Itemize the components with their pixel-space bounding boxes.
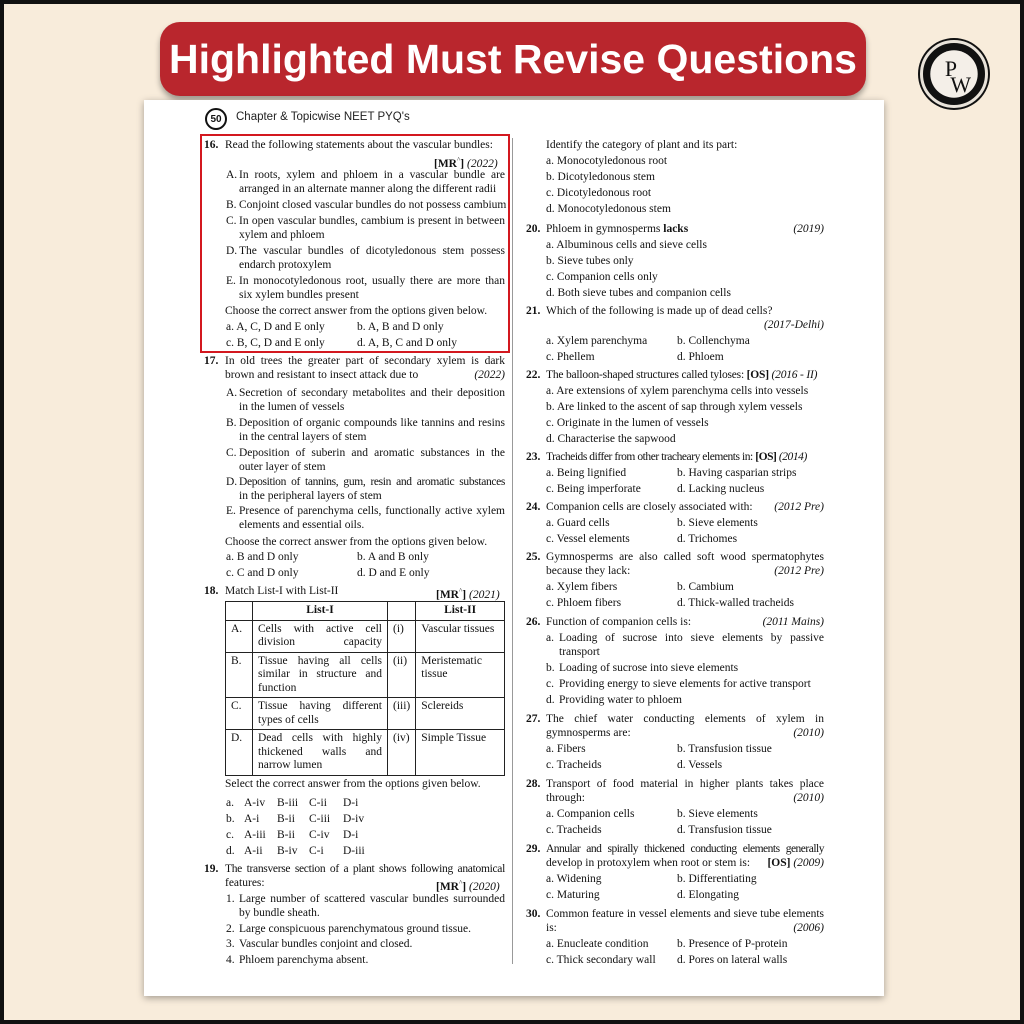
table-header-blank — [226, 602, 253, 621]
q22-option-b[interactable]: b. Are linked to the ascent of sap through xylem vessels — [546, 401, 803, 413]
table-cell: Cells with active cell division capacity — [253, 620, 388, 652]
q30-number: 30. — [526, 908, 541, 920]
q19-item-num: 1. — [226, 893, 235, 905]
q19-item: Phloem parenchyma absent. — [239, 954, 369, 966]
q17-statement: Deposition of suberin and aromatic substances in the — [239, 447, 505, 459]
q30-year: (2006) — [793, 922, 824, 934]
q18-number: 18. — [204, 585, 219, 597]
column-divider — [512, 138, 513, 964]
q21-option-b[interactable]: b. Collenchyma — [677, 335, 750, 347]
q27-number: 27. — [526, 713, 541, 725]
q20-option-a[interactable]: a. Albuminous cells and sieve cells — [546, 239, 707, 251]
q28-number: 28. — [526, 778, 541, 790]
page-number-badge: 50 — [205, 108, 227, 130]
q20-option-d[interactable]: d. Both sieve tubes and companion cells — [546, 287, 731, 299]
q20-number: 20. — [526, 223, 541, 235]
q25-year: (2012 Pre) — [774, 565, 824, 577]
q22-stem: The balloon-shaped structures called tyloses: [OS] (2016 - II) — [546, 369, 818, 381]
q20-option-b[interactable]: b. Sieve tubes only — [546, 255, 634, 267]
match-table — [225, 601, 505, 776]
q19-stem-cont: features: — [225, 877, 265, 889]
banner-title: Highlighted Must Revise Questions — [169, 35, 857, 82]
q29-option-c[interactable]: c. Maturing — [546, 889, 600, 901]
q18-stem: Match List-I with List-II — [225, 585, 339, 597]
page-banner — [160, 22, 866, 96]
q17-stem: In old trees the greater part of secondary xylem is dark — [225, 355, 505, 367]
q23-option-a[interactable]: a. Being lignified — [546, 467, 627, 479]
q19-item-num: 2. — [226, 923, 235, 935]
q29-option-b[interactable]: b. Differentiating — [677, 873, 757, 885]
q17-number: 17. — [204, 355, 219, 367]
table-cell: Tissue having different types of cells — [253, 698, 388, 730]
chapter-title: Chapter & Topicwise NEET PYQ's — [236, 111, 410, 123]
book-page: 50 Chapter & Topicwise NEET PYQ's 16. Read the following statements about the vascular bundles: [MR^] (2022) A. In roots, xylem and phloem in a vascular bundle are arranged in an alternate manner along the different radii B. Conjoint closed vascular bundles do not possess cambium C. In open vascular bundles, cambium is present in between xylem and phloem D. The vascular bundles of dicotyledonous stem possess endarch protoxylem E. In monocotyledonous root, usually there are more than six xylem bundles present Choose the correct answer from the options given below. a. A, C, D and E only b. A, B and D only c. B, C, D and E only d. A, B, C and D only 17. In old trees the greater part of secondary xylem is dark brown and resistant to insect attack due to (2022) A. Secretion of secondary metabolites and their deposition in the lumen of vessels B. Deposition of organic compounds like tannins and resins in the central layers of stem C. Deposition of suberin and aromatic substances in the outer layer of stem D. Deposition of tannins, gum, resin and aromatic substances in the peripheral layers of stem E. Presence of parenchyma cells, functionally active xylem elements and essential oils. Choose the correct answer from the options given below. a. B and D only b. A and B only c. C and D only d. D and E only 18. Match List-I with List-II [MR^] (2021) List-I List-II A. Cells with active cell division capacity (i) Vascular tissues B. Tissue having all cells similar in structure and function (ii) Meristematic tissue C. Tissue having different types of cells (iii) Sclereids D. Dead cells with highly thickened walls and narrow lumen (iv) Simple Tissue Select the correct answer from the options given below. a. A-iv B-iii C-ii D-i b. A-i B-ii C-iii D-iv c. A-iii B-ii C-iv D-i d. A-ii B-iv C-i D-iii 19. The transverse section of a plant shows following anatomical features: [MR^] (2020) 1. Large number of scattered vascular bundles surrounded by bundle sheath. 2. Large conspicuous parenchymatous ground tissue. 3. Vascular bundles conjoint and closed. 4. Phloem parenchyma absent. Identify the category of plant and its part: a. Monocotyledonous root b. Dicotyledonous stem c. Dicotyledonous root d. Monocotyledonous stem 20. Phloem in gymnosperms lacks (2019) a. Albuminous cells and sieve cells b. Sieve tubes only c. Companion cells only d. Both sieve tubes and companion cells 21. Which of the following is made up of dead cells? (2017-Delhi) a. Xylem parenchyma b. Collenchyma c. Phellem d. Phloem 22. The balloon-shaped structures called tyloses: [OS] (2016 - II) a. Are extensions of xylem parenchyma cells into vessels b. Are linked to the ascent of sap through xylem vessels c. Originate in the lumen of vessels d. Characterise the sapwood 23. Tracheids differ from other tracheary elements in: [OS] (2014) a. Being lignified b. Having casparian strips c. Being imperforate d. Lacking nucleus 24. Companion cells are closely associated with: (2012 Pre) a. Guard cells b. Sieve elements c. Vessel elements d. Trichomes 25. Gymnosperms are also called soft wood spermatophytes because they lack: (2012 Pre) a. Xylem fibers b. Cambium c. Phloem fibers d. Thick-walled tracheids 26. Function of companion cells is: (2011 Mains) a. Loading of sucrose into sieve elements by passive transport b. Loading of sucrose into sieve elements c. Providing energy to sieve elements for active transport d. Providing water to phloem 27. The chief water conducting elements of xylem in gymnosperms are: (2010) a. Fibers b. Transfusion tissue c. Tracheids d. Vessels 28. Transport of food material in higher plants takes place through: (2010) a. Companion cells b. Sieve elements c. Tracheids d. Transfusion tissue 29. Annular and spirally thickened conducting elements generally develop in protoxylem when root or stem is: [OS] (2009) a. Widening b. Differentiating c. Maturing d. Elongating 30. Common feature in vessel elements and sieve tube elements is: (2006) a. Enucleate condition b. Presence of P-protein c. Thick secondary wall d. Pores on lateral walls — [144, 100, 884, 996]
q16-statement-label: C. — [226, 215, 237, 227]
q17-statement-label: B. — [226, 417, 237, 429]
q19-item: Large number of scattered vascular bundles surrounded — [239, 893, 505, 905]
table-header-list1: List-I — [253, 602, 388, 621]
q30-option-a[interactable]: a. Enucleate condition — [546, 938, 649, 950]
q23-number: 23. — [526, 451, 541, 463]
q29-option-a[interactable]: a. Widening — [546, 873, 602, 885]
q17-statement: Deposition of tannins, gum, resin and aromatic substances — [239, 476, 505, 488]
q29-tag: [OS] (2009) — [767, 857, 824, 869]
q16-statement-cont: endarch protoxylem — [239, 259, 332, 271]
q17-statement-label: E. — [226, 505, 236, 517]
q16-instruction: Choose the correct answer from the options given below. — [225, 305, 488, 317]
q16-tag: [MR^] (2022) — [434, 156, 498, 170]
q19-item: Large conspicuous parenchymatous ground tissue. — [239, 923, 471, 935]
q20-year: (2019) — [793, 223, 824, 235]
q19-item: Vascular bundles conjoint and closed. — [239, 938, 413, 950]
q27-year: (2010) — [793, 727, 824, 739]
table-row — [226, 698, 505, 730]
q16-statement-label: A. — [226, 169, 238, 181]
q30-option-d[interactable]: d. Pores on lateral walls — [677, 954, 788, 966]
q16-statement-cont: xylem and phloem — [239, 229, 325, 241]
q16-statement: The vascular bundles of dicotyledonous stem possess — [239, 245, 505, 257]
q19-stem: The transverse section of a plant shows following anatomical — [225, 863, 505, 875]
q28-year: (2010) — [793, 792, 824, 804]
q21-option-d[interactable]: d. Phloem — [677, 351, 724, 363]
q17-year: (2022) — [474, 369, 505, 381]
q17-option-a[interactable]: a. B and D only — [226, 551, 299, 563]
table-cell: C. — [226, 698, 253, 730]
q19-number: 19. — [204, 863, 219, 875]
q27-stem-cont: gymnosperms are: — [546, 727, 631, 739]
table-cell: (i) — [388, 620, 416, 652]
q23-option-d[interactable]: d. Lacking nucleus — [677, 483, 765, 495]
q27-stem: The chief water conducting elements of xylem in — [546, 713, 824, 725]
q24-option-c[interactable]: c. Vessel elements — [546, 533, 630, 545]
q16-number: 16. — [204, 139, 219, 151]
table-cell: B. — [226, 652, 253, 698]
q17-option-b[interactable]: b. A and B only — [357, 551, 429, 563]
q26-number: 26. — [526, 616, 541, 628]
table-cell: Vascular tissues — [416, 620, 505, 652]
table-row — [226, 620, 505, 652]
q30-stem-cont: is: — [546, 922, 557, 934]
table-cell: Tissue having all cells similar in structure and function — [253, 652, 388, 698]
pw-logo — [920, 40, 988, 108]
q26-year: (2011 Mains) — [762, 616, 824, 628]
table-cell: D. — [226, 730, 253, 776]
q25-stem: Gymnosperms are also called soft wood spermatophytes — [546, 551, 824, 563]
q24-number: 24. — [526, 501, 541, 513]
table-header-list2: List-II — [416, 602, 505, 621]
q16-statement: Conjoint closed vascular bundles do not possess cambium — [239, 199, 507, 211]
q24-option-d[interactable]: d. Trichomes — [677, 533, 738, 545]
q27-option-d[interactable]: d. Vessels — [677, 759, 723, 771]
table-cell: Simple Tissue — [416, 730, 505, 776]
q17-instruction: Choose the correct answer from the options given below. — [225, 536, 488, 548]
q19-option-a[interactable]: a. Monocotyledonous root — [546, 155, 668, 167]
q19-option-c[interactable]: c. Dicotyledonous root — [546, 187, 652, 199]
q22-number: 22. — [526, 369, 541, 381]
q18-tag: [MR^] (2021) — [436, 587, 500, 601]
q16-statement-cont: six xylem bundles present — [239, 289, 359, 301]
q17-statement: Deposition of organic compounds like tannins and resins — [239, 417, 505, 429]
table-cell: Dead cells with highly thickened walls and narrow lumen — [253, 730, 388, 776]
q17-statement-label: D. — [226, 476, 238, 488]
q16-statement-label: E. — [226, 275, 236, 287]
q19-item-num: 3. — [226, 938, 235, 950]
q17-option-d[interactable]: d. D and E only — [357, 567, 430, 579]
table-cell: Meristematic tissue — [416, 652, 505, 698]
logo-letter-w: W — [950, 73, 972, 98]
table-cell: (iii) — [388, 698, 416, 730]
table-cell: (ii) — [388, 652, 416, 698]
q16-option-d[interactable]: d. A, B, C and D only — [357, 337, 457, 349]
q28-option-d[interactable]: d. Transfusion tissue — [677, 824, 772, 836]
q17-statement-cont: elements and essential oils. — [239, 519, 365, 531]
q17-statement: Secretion of secondary metabolites and their deposition — [239, 387, 505, 399]
q16-statement: In monocotyledonous root, usually there are more than — [239, 275, 505, 287]
q16-stem: Read the following statements about the vascular bundles: — [225, 139, 493, 151]
q28-stem: Transport of food material in higher plants takes place — [546, 778, 824, 790]
q27-option-c[interactable]: c. Tracheids — [546, 759, 602, 771]
q24-year: (2012 Pre) — [774, 501, 824, 513]
q25-option-a[interactable]: a. Xylem fibers — [546, 581, 618, 593]
q19-option-d[interactable]: d. Monocotyledonous stem — [546, 203, 671, 215]
q22-option-a[interactable]: a. Are extensions of xylem parenchyma cells into vessels — [546, 385, 809, 397]
q19-tag: [MR^] (2020) — [436, 879, 500, 893]
q22-option-c[interactable]: c. Originate in the lumen of vessels — [546, 417, 709, 429]
q16-statement-label: B. — [226, 199, 237, 211]
q24-stem: Companion cells are closely associated with: — [546, 501, 753, 513]
q17-statement-label: A. — [226, 387, 238, 399]
q16-option-a[interactable]: a. A, C, D and E only — [226, 321, 325, 333]
q23-option-b[interactable]: b. Having casparian strips — [677, 467, 797, 479]
q21-year: (2017-Delhi) — [763, 319, 824, 331]
q29-option-d[interactable]: d. Elongating — [677, 889, 739, 901]
logo-letter-p: P — [944, 56, 958, 81]
q29-number: 29. — [526, 843, 541, 855]
q25-option-c[interactable]: c. Phloem fibers — [546, 597, 622, 609]
q17-statement: Presence of parenchyma cells, functionally active xylem — [239, 505, 505, 517]
q17-statement-cont: in the lumen of vessels — [239, 401, 345, 413]
q25-number: 25. — [526, 551, 541, 563]
q17-option-c[interactable]: c. C and D only — [226, 567, 299, 579]
q29-stem-cont: develop in protoxylem when root or stem is: — [546, 857, 751, 869]
q29-stem: Annular and spirally thickened conducting elements generally — [546, 843, 824, 855]
q30-option-c[interactable]: c. Thick secondary wall — [546, 954, 656, 966]
q28-option-c[interactable]: c. Tracheids — [546, 824, 602, 836]
q17-statement-cont: in the central layers of stem — [239, 431, 367, 443]
q28-option-b[interactable]: b. Sieve elements — [677, 808, 758, 820]
q27-option-a[interactable]: a. Fibers — [546, 743, 586, 755]
q16-statement: In roots, xylem and phloem in a vascular bundle are — [239, 169, 505, 181]
q19-item-num: 4. — [226, 954, 235, 966]
q17-statement-cont: outer layer of stem — [239, 461, 326, 473]
q20-stem: Phloem in gymnosperms lacks — [546, 223, 689, 235]
q28-stem-cont: through: — [546, 792, 585, 804]
q18-instruction: Select the correct answer from the options given below. — [225, 778, 481, 790]
table-header-blank — [388, 602, 416, 621]
q16-statement-label: D. — [226, 245, 238, 257]
q25-option-b[interactable]: b. Cambium — [677, 581, 734, 593]
q21-stem: Which of the following is made up of dead cells? — [546, 305, 773, 317]
q19-identify: Identify the category of plant and its part: — [546, 139, 738, 151]
table-cell: Sclereids — [416, 698, 505, 730]
q26-stem: Function of companion cells is: — [546, 616, 692, 628]
q16-statement: In open vascular bundles, cambium is present in between — [239, 215, 505, 227]
q16-statement-cont: arranged in an alternate manner along the different radii — [239, 183, 497, 195]
q17-stem-cont: brown and resistant to insect attack due to — [225, 369, 419, 381]
q16-option-b[interactable]: b. A, B and D only — [357, 321, 444, 333]
q21-number: 21. — [526, 305, 541, 317]
q27-option-b[interactable]: b. Transfusion tissue — [677, 743, 772, 755]
q21-option-c[interactable]: c. Phellem — [546, 351, 595, 363]
q28-option-a[interactable]: a. Companion cells — [546, 808, 635, 820]
q16-option-c[interactable]: c. B, C, D and E only — [226, 337, 325, 349]
q21-option-a[interactable]: a. Xylem parenchyma — [546, 335, 648, 347]
q25-option-d[interactable]: d. Thick-walled tracheids — [677, 597, 794, 609]
q24-option-b[interactable]: b. Sieve elements — [677, 517, 758, 529]
q19-item-cont: by bundle sheath. — [239, 907, 320, 919]
q30-stem: Common feature in vessel elements and sieve tube elements — [546, 908, 824, 920]
q22-option-d[interactable]: d. Characterise the sapwood — [546, 433, 676, 445]
table-cell: (iv) — [388, 730, 416, 776]
table-row — [226, 652, 505, 698]
table-cell: A. — [226, 620, 253, 652]
table-row — [226, 730, 505, 776]
q20-option-c[interactable]: c. Companion cells only — [546, 271, 658, 283]
q19-option-b[interactable]: b. Dicotyledonous stem — [546, 171, 655, 183]
q23-stem: Tracheids differ from other tracheary elements in: [OS] (2014) — [546, 451, 807, 463]
q17-statement-cont: in the peripheral layers of stem — [239, 490, 382, 502]
q30-option-b[interactable]: b. Presence of P-protein — [677, 938, 788, 950]
q25-stem-cont: because they lack: — [546, 565, 631, 577]
q24-option-a[interactable]: a. Guard cells — [546, 517, 610, 529]
q23-option-c[interactable]: c. Being imperforate — [546, 483, 641, 495]
q17-statement-label: C. — [226, 447, 237, 459]
